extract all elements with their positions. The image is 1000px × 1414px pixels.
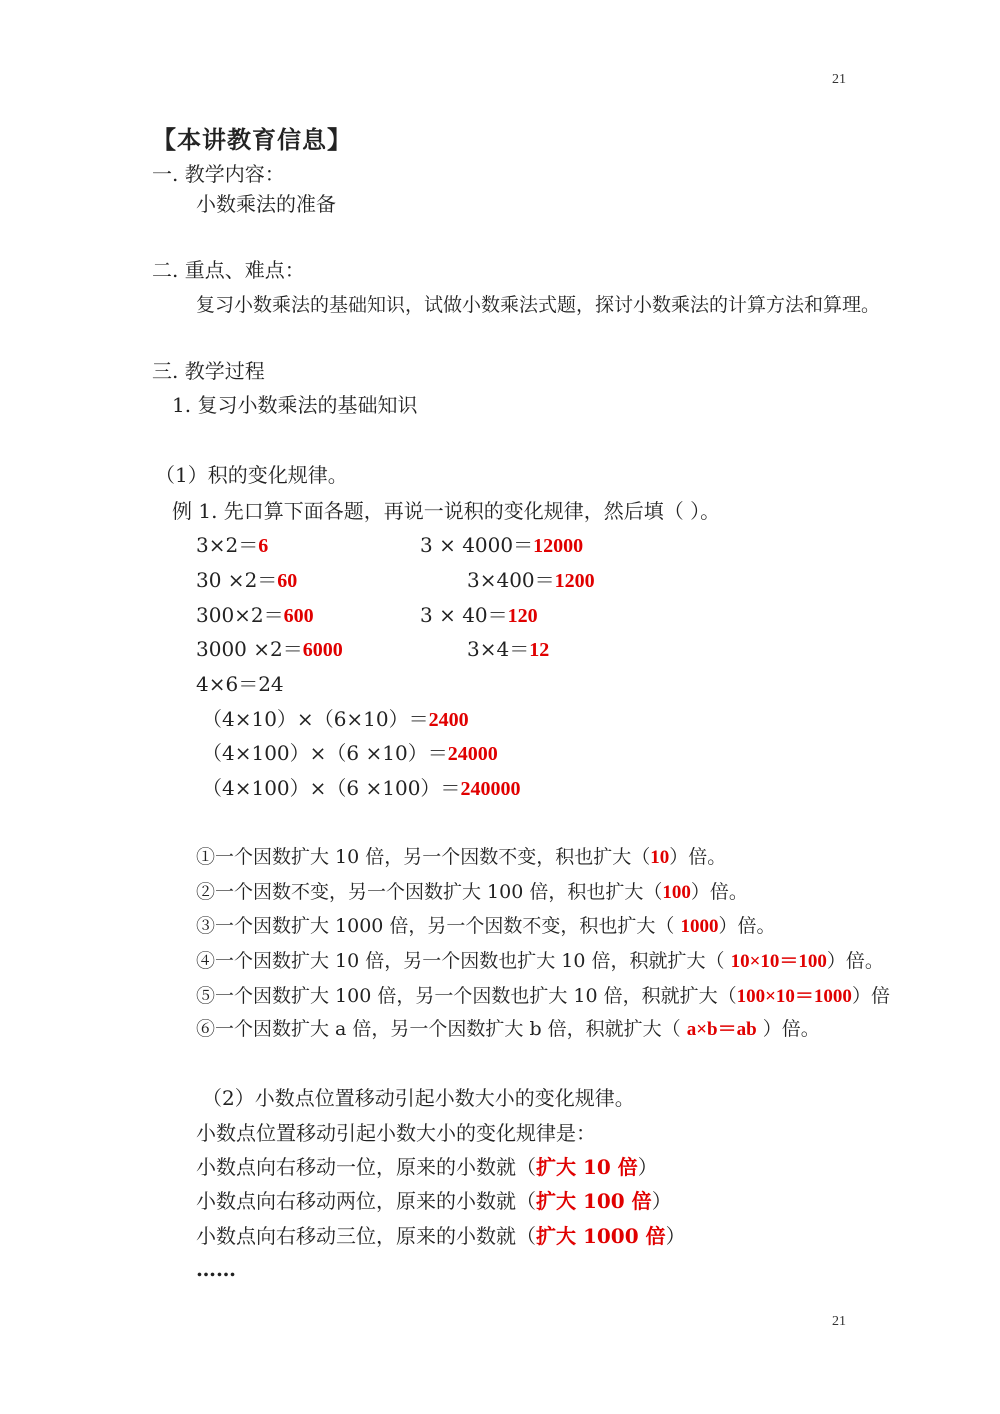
- product-line: [202, 741, 498, 766]
- rule-line: [196, 949, 884, 974]
- page-number-top: 21: [832, 72, 846, 87]
- calc-line: [420, 533, 583, 558]
- calc-answer: 6: [258, 535, 269, 557]
- calc-line: [420, 603, 538, 628]
- shift-rule-line: [196, 1224, 686, 1248]
- page-number-bottom: 21: [832, 1314, 846, 1329]
- calc-line: [467, 568, 595, 593]
- rule-answer: a×b＝ab: [686, 1019, 757, 1040]
- shift-rule-line: [196, 1155, 658, 1179]
- rule-answer: 100×10＝1000: [736, 986, 852, 1007]
- shift-rule-text-end: ）: [651, 1189, 672, 1213]
- rule-line: [196, 984, 890, 1009]
- rule-line: [196, 914, 776, 939]
- product-answer: 2400: [428, 709, 469, 731]
- part2-heading: （2）小数点位置移动引起小数大小的变化规律。: [202, 1086, 635, 1110]
- calc-expr: 3 × 40＝: [420, 603, 508, 627]
- product-answer: 240000: [460, 778, 521, 800]
- ellipsis: ……: [196, 1257, 236, 1281]
- calc-expr: 3×4＝: [467, 637, 530, 661]
- product-expr: （4×100）×（6 ×100）＝: [202, 776, 461, 800]
- calc-expr: 3000 ×2＝: [196, 637, 303, 661]
- process-heading: 三. 教学过程: [152, 359, 265, 383]
- calc-expr: 3×2＝: [196, 533, 259, 557]
- shift-rule-text-end: ）: [637, 1155, 658, 1179]
- product-line: [202, 707, 469, 732]
- base-expression: 4×6＝24: [196, 672, 284, 696]
- part2-intro: 小数点位置移动引起小数大小的变化规律是：: [196, 1121, 596, 1145]
- calc-expr: 3 × 4000＝: [420, 533, 534, 557]
- rule-text: ③一个因数扩大 1000 倍，另一个因数不变，积也扩大（: [196, 915, 681, 937]
- calc-answer: 6000: [302, 639, 343, 661]
- rule-text: ⑤一个因数扩大 100 倍，另一个因数也扩大 10 倍，积就扩大（: [196, 985, 737, 1007]
- rule-answer: 100: [662, 882, 691, 903]
- calc-answer: 1200: [554, 570, 595, 592]
- shift-rule-answer: 扩大 1000 倍: [536, 1224, 666, 1248]
- calc-answer: 12: [529, 639, 550, 661]
- step1-heading: 1. 复习小数乘法的基础知识: [172, 393, 418, 417]
- rule-line: [196, 880, 748, 905]
- rule-line: [196, 1017, 820, 1042]
- calc-answer: 60: [277, 570, 298, 592]
- calc-expr: 3×400＝: [467, 568, 555, 592]
- rule-text-end: ）倍。: [756, 1018, 820, 1040]
- shift-rule-text: 小数点向右移动两位，原来的小数就（: [196, 1189, 536, 1213]
- product-expr: （4×100）×（6 ×10）＝: [202, 741, 448, 765]
- rule-text: ①一个因数扩大 10 倍，另一个因数不变，积也扩大（: [196, 846, 651, 868]
- rule-text-end: ）倍。: [826, 950, 884, 972]
- focus-text: 复习小数乘法的基础知识，试做小数乘法式题，探讨小数乘法的计算方法和算理。: [196, 294, 881, 316]
- shift-rule-line: [196, 1189, 672, 1213]
- calc-expr: 300×2＝: [196, 603, 284, 627]
- calc-answer: 12000: [533, 535, 584, 557]
- rule-text-end: ）倍。: [669, 846, 727, 868]
- rule-answer: 10×10＝100: [730, 951, 827, 972]
- shift-rule-answer: 扩大 10 倍: [536, 1155, 638, 1179]
- shift-rule-text-end: ）: [665, 1224, 686, 1248]
- calc-line: [467, 637, 549, 662]
- rule-text-end: ）倍: [851, 985, 890, 1007]
- calc-line: [196, 637, 343, 662]
- rule-text-end: ）倍。: [690, 881, 748, 903]
- shift-rule-answer: 扩大 100 倍: [536, 1189, 652, 1213]
- calc-line: [196, 603, 314, 628]
- rule-answer: 1000: [680, 916, 719, 937]
- rule-answer: 10: [650, 847, 670, 868]
- rule-text-end: ）倍。: [718, 915, 776, 937]
- shift-rule-text: 小数点向右移动一位，原来的小数就（: [196, 1155, 536, 1179]
- focus-heading: 二. 重点、难点：: [152, 258, 305, 282]
- example-prompt: 例 1. 先口算下面各题，再说一说积的变化规律，然后填（ ）。: [172, 499, 721, 523]
- calc-expr: 30 ×2＝: [196, 568, 278, 592]
- product-answer: 24000: [447, 743, 498, 765]
- content-heading: 一. 教学内容：: [152, 162, 285, 186]
- calc-answer: 600: [283, 605, 314, 627]
- rule-text: ⑥一个因数扩大 a 倍，另一个因数扩大 b 倍，积就扩大（: [196, 1018, 687, 1040]
- rule-line: [196, 845, 726, 870]
- rule-text: ④一个因数扩大 10 倍，另一个因数也扩大 10 倍，积就扩大（: [196, 950, 731, 972]
- product-expr: （4×10）×（6×10）＝: [202, 707, 429, 731]
- calc-answer: 120: [507, 605, 538, 627]
- calc-line: [196, 568, 297, 593]
- page-title: 【本讲教育信息】: [152, 125, 352, 154]
- rule-text: ②一个因数不变，另一个因数扩大 100 倍，积也扩大（: [196, 881, 663, 903]
- shift-rule-text: 小数点向右移动三位，原来的小数就（: [196, 1224, 536, 1248]
- calc-line: [196, 533, 268, 558]
- content-text: 小数乘法的准备: [196, 192, 336, 216]
- part1-heading: （1）积的变化规律。: [155, 463, 348, 487]
- product-line: [202, 776, 520, 801]
